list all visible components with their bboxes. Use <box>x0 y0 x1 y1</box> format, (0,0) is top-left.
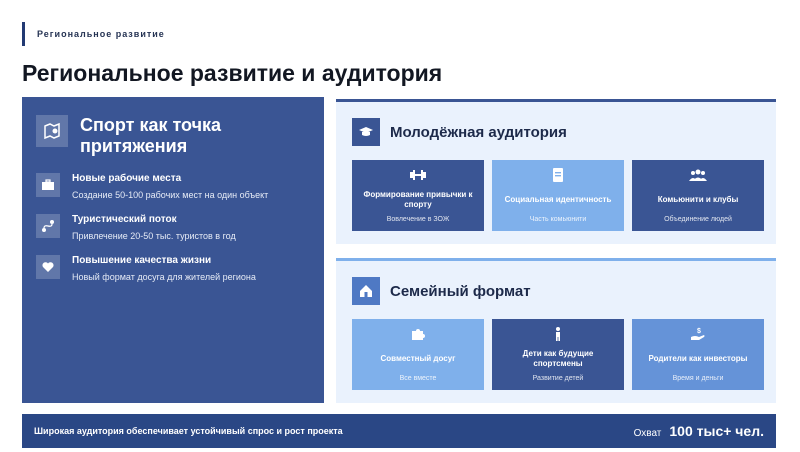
map-pin-icon <box>36 115 68 147</box>
heart-icon <box>36 255 60 279</box>
family-cards <box>352 319 764 390</box>
sport-attraction-panel <box>22 97 324 403</box>
youth-panel-header <box>352 118 567 146</box>
benefit-item <box>36 173 310 200</box>
id-card-icon <box>553 166 563 184</box>
sport-panel-title: Спорт как точка притяжения <box>80 115 222 156</box>
youth-panel-title: Молодёжная аудитория <box>390 123 567 141</box>
home-icon <box>352 277 380 305</box>
benefit-heading: Туристический поток <box>72 214 177 225</box>
benefit-desc: Привлечение 20-50 тыс. туристов в год <box>72 231 236 241</box>
benefit-item <box>36 214 310 241</box>
youth-cards <box>352 160 764 231</box>
card-subtitle: Все вместе <box>399 375 437 382</box>
dumbbell-icon <box>410 166 426 184</box>
users-icon <box>689 166 707 184</box>
reach-label: Охват <box>633 428 662 439</box>
card-label: Родители как инвесторы <box>648 354 748 363</box>
briefcase-icon <box>36 173 60 197</box>
graduation-cap-icon <box>352 118 380 146</box>
page-title: Региональное развитие и аудитория <box>22 60 443 86</box>
benefit-heading: Новые рабочие места <box>72 173 182 184</box>
benefit-desc: Новый формат досуга для жителей региона <box>72 272 256 282</box>
footer-text: Широкая аудитория обеспечивает устойчивый спрос и рост проекта <box>34 426 343 436</box>
benefit-item <box>36 255 310 282</box>
audience-card <box>632 319 764 390</box>
reach-block <box>634 423 764 439</box>
route-icon <box>36 214 60 238</box>
hand-coin-icon <box>690 325 706 343</box>
card-subtitle: Объединение людей <box>664 216 732 223</box>
benefit-heading: Повышение качества жизни <box>72 255 212 266</box>
card-label: Дети как будущие спортсмены <box>522 349 594 368</box>
sport-panel-header <box>36 115 310 157</box>
card-subtitle: Развитие детей <box>532 375 584 382</box>
audience-card <box>352 319 484 390</box>
puzzle-icon <box>411 325 425 343</box>
card-label: Комьюнити и клубы <box>657 195 739 204</box>
card-subtitle: Время и деньги <box>672 375 724 382</box>
svg-text:$: $ <box>697 328 701 335</box>
section-kicker: Региональное развитие <box>22 22 165 46</box>
card-label: Социальная идентичность <box>504 195 612 204</box>
family-panel-header <box>352 277 531 305</box>
summary-footer <box>22 414 776 448</box>
family-format-panel <box>336 258 776 403</box>
audience-card <box>632 160 764 231</box>
card-subtitle: Часть комьюнити <box>529 216 587 223</box>
audience-card <box>352 160 484 231</box>
card-label: Формирование привычки к спорту <box>363 190 473 209</box>
audience-card <box>492 319 624 390</box>
card-subtitle: Вовлечение в ЗОЖ <box>386 216 450 223</box>
child-icon <box>553 325 563 343</box>
youth-audience-panel <box>336 99 776 244</box>
family-panel-title: Семейный формат <box>390 282 531 300</box>
reach-value: 100 тыс+ чел. <box>669 423 764 439</box>
card-label: Совместный досуг <box>380 354 456 363</box>
audience-card <box>492 160 624 231</box>
benefit-desc: Создание 50-100 рабочих мест на один объект <box>72 190 269 200</box>
